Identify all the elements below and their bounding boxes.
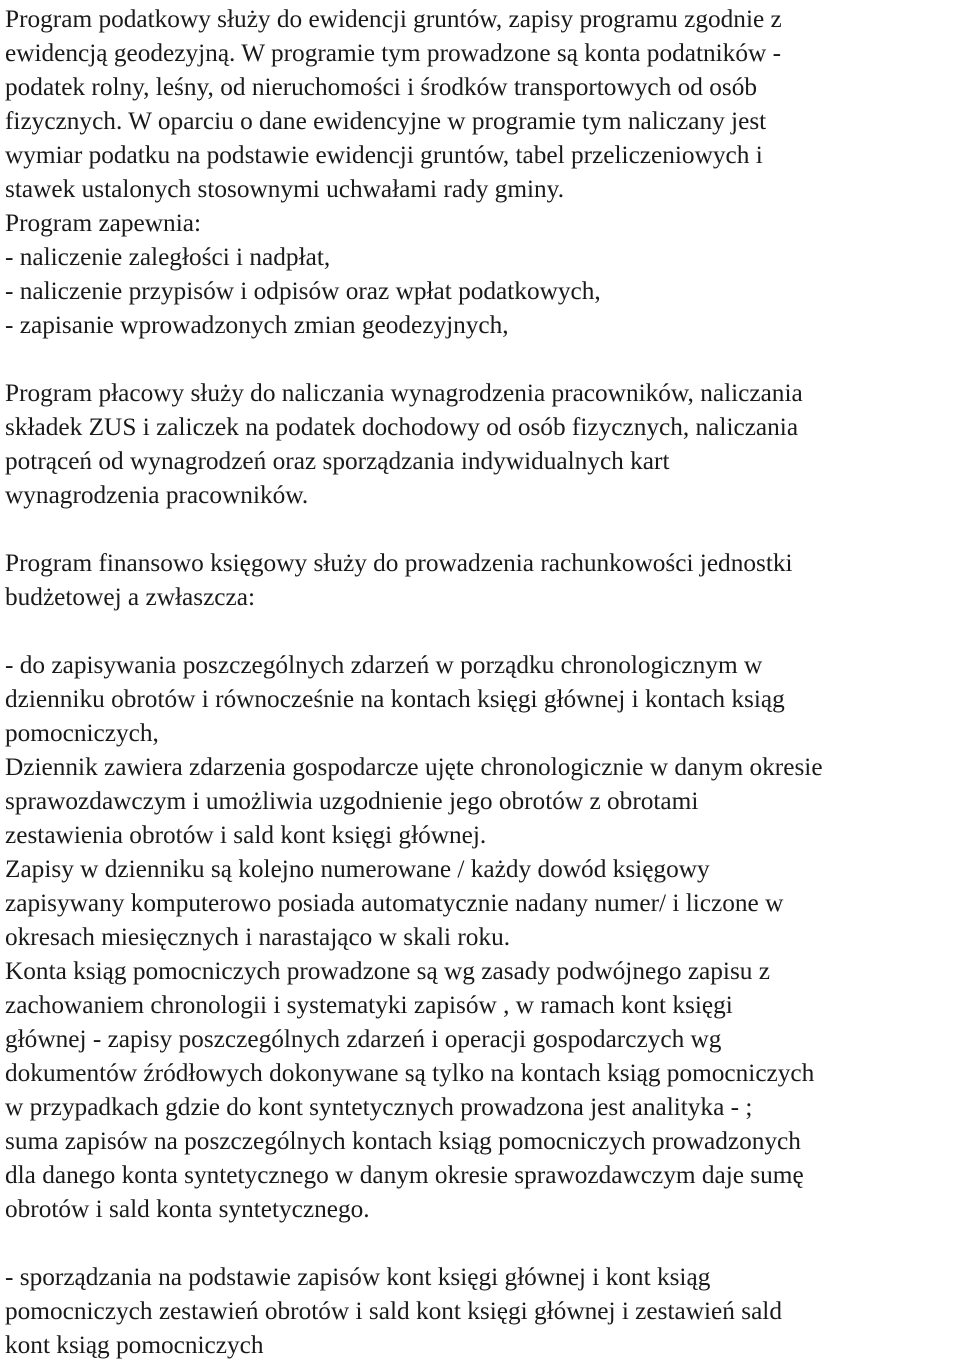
text-line: pomocniczych zestawień obrotów i sald kont księgi głównej i zestawień sald [5, 1297, 782, 1325]
paragraph-program-finansowo-ksiegowy [5, 546, 960, 614]
text-line: Konta ksiąg pomocniczych prowadzone są wg zasady podwójnego zapisu z [5, 957, 770, 985]
text-line: stawek ustalonych stosownymi uchwałami rady gminy. [5, 175, 565, 203]
list-item: - do zapisywania poszczególnych zdarzeń w porządku chronologicznym w [5, 651, 763, 679]
text-line: dla danego konta syntetycznego w danym okresie sprawozdawczym daje sumę [5, 1161, 804, 1189]
text-line: wynagrodzenia pracowników. [5, 481, 309, 509]
paragraph-spacer [5, 614, 960, 648]
text-line: Zapisy w dzienniku są kolejno numerowane / każdy dowód księgowy [5, 855, 710, 883]
text-line: podatek rolny, leśny, od nieruchomości i środków transportowych od osób [5, 73, 757, 101]
text-line: okresach miesięcznych i narastająco w skali roku. [5, 923, 511, 951]
text-line: kont ksiąg pomocniczych [5, 1331, 264, 1359]
list-item: - zapisanie wprowadzonych zmian geodezyjnych, [5, 311, 509, 339]
text-line: sprawozdawczym i umożliwia uzgodnienie jego obrotów z obrotami [5, 787, 699, 815]
text-line: Program finansowo księgowy służy do prowadzenia rachunkowości jednostki [5, 549, 793, 577]
text-line: wymiar podatku na podstawie ewidencji gruntów, tabel przeliczeniowych i [5, 141, 763, 169]
text-line: pomocniczych, [5, 719, 159, 747]
text-line: potrąceń od wynagrodzeń oraz sporządzania indywidualnych kart [5, 447, 670, 475]
text-line: Dziennik zawiera zdarzenia gospodarcze ujęte chronologicznie w danym okresie [5, 753, 823, 781]
text-line: głównej - zapisy poszczególnych zdarzeń i operacji gospodarczych wg [5, 1025, 722, 1053]
text-line: Program płacowy służy do naliczania wynagrodzenia pracowników, naliczania [5, 379, 803, 407]
text-line: zestawienia obrotów i sald kont księgi głównej. [5, 821, 487, 849]
paragraph-dziennik [5, 648, 960, 1226]
list-item: - naliczenie zaległości i nadpłat, [5, 243, 331, 271]
list-item: - naliczenie przypisów i odpisów oraz wpłat podatkowych, [5, 277, 601, 305]
text-line: w przypadkach gdzie do kont syntetycznych prowadzona jest analityka - ; [5, 1093, 753, 1121]
paragraph-spacer [5, 512, 960, 546]
text-line: Program zapewnia: [5, 209, 201, 237]
text-line: fizycznych. W oparciu o dane ewidencyjne w programie tym naliczany jest [5, 107, 767, 135]
text-line: budżetowej a zwłaszcza: [5, 583, 256, 611]
paragraph-spacer [5, 342, 960, 376]
text-line: obrotów i sald konta syntetycznego. [5, 1195, 370, 1223]
paragraph-program-placowy [5, 376, 960, 512]
paragraph-zestawienia [5, 1260, 960, 1362]
text-line: Program podatkowy służy do ewidencji gruntów, zapisy programu zgodnie z [5, 5, 782, 33]
text-line: suma zapisów na poszczególnych kontach ksiąg pomocniczych prowadzonych [5, 1127, 801, 1155]
paragraph-spacer [5, 1226, 960, 1260]
text-line: dzienniku obrotów i równocześnie na kontach księgi głównej i kontach ksiąg [5, 685, 785, 713]
text-line: składek ZUS i zaliczek na podatek dochodowy od osób fizycznych, naliczania [5, 413, 799, 441]
list-item: - sporządzania na podstawie zapisów kont księgi głównej i kont ksiąg [5, 1263, 711, 1291]
text-line: zachowaniem chronologii i systematyki zapisów , w ramach kont księgi [5, 991, 733, 1019]
text-line: zapisywany komputerowo posiada automatycznie nadany numer/ i liczone w [5, 889, 784, 917]
text-line: ewidencją geodezyjną. W programie tym prowadzone są konta podatników - [5, 39, 781, 67]
text-line: dokumentów źródłowych dokonywane są tylko na kontach ksiąg pomocniczych [5, 1059, 815, 1087]
paragraph-program-podatkowy [5, 2, 960, 342]
